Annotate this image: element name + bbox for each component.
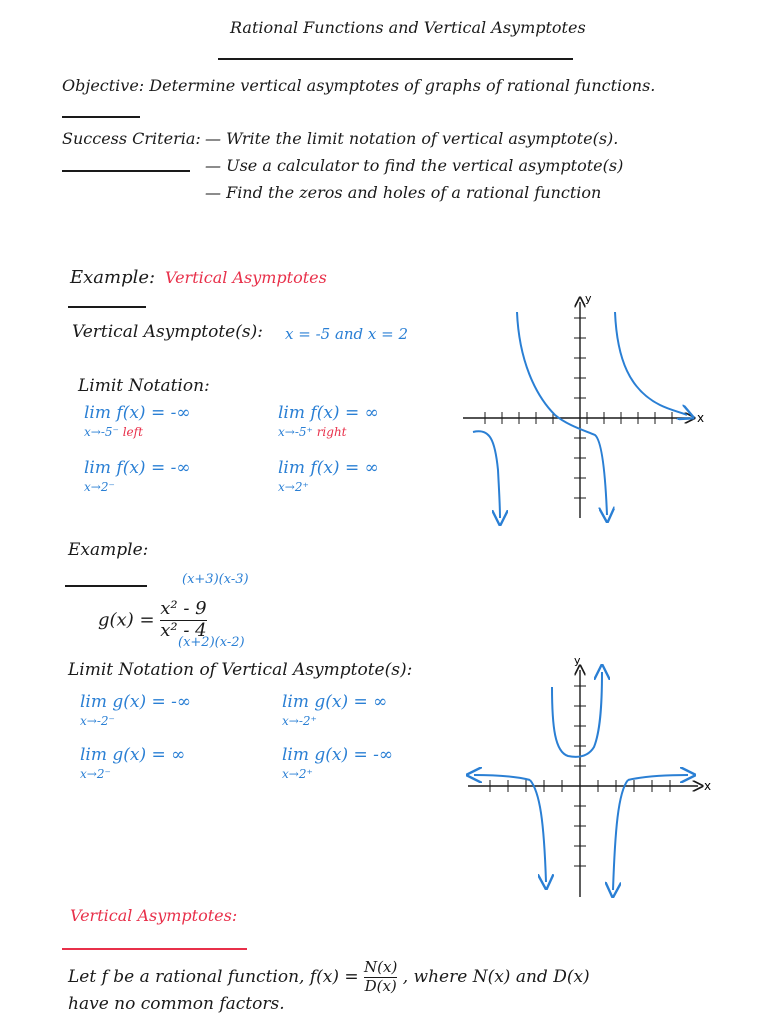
example1-subheading: Vertical Asymptotes [165, 268, 327, 287]
ex2-limit-1: lim g(x) = -∞ x→-2⁻ [80, 692, 192, 728]
va-value: x = -5 and x = 2 [285, 325, 409, 343]
grid-ticks [485, 318, 672, 498]
factored-numerator: (x+3)(x-3) [182, 572, 249, 587]
definition-condition: , where N(x) and D(x) [402, 966, 590, 987]
title-underline [218, 58, 573, 60]
example2-graph [460, 652, 720, 902]
definition-fraction: $\frac{N(x)}{D(x)}$ [364, 958, 398, 995]
ex2-limit-4: lim g(x) = -∞ x→2⁺ [282, 745, 394, 781]
x-axis-label: x [697, 411, 705, 425]
ex1-limit-4: lim f(x) = ∞ x→2⁺ [278, 458, 379, 494]
va-label: Vertical Asymptote(s): [72, 322, 263, 342]
objective-underline [62, 116, 140, 118]
criteria-item-1: — Write the limit notation of vertical asymptote(s). [205, 129, 619, 148]
definition-line1 [68, 960, 590, 995]
ex2-limit-2: lim g(x) = ∞ x→-2⁺ [282, 692, 388, 728]
limit-notation-label: Limit Notation: [78, 376, 210, 396]
criteria-item-3: — Find the zeros and holes of a rational function [205, 183, 602, 202]
ex1-limit-2: lim f(x) = ∞ x→-5⁺ right [278, 403, 379, 439]
definition-underline [62, 948, 247, 950]
example1-heading: Example: [70, 267, 156, 288]
example1-graph [455, 290, 715, 530]
ex1-limit-3: lim f(x) = -∞ x→2⁻ [84, 458, 191, 494]
definition-fx: f(x) = [309, 966, 359, 987]
definition-line2: have no common factors. [68, 994, 285, 1014]
example2-limit-label: Limit Notation of Vertical Asymptote(s): [68, 660, 413, 680]
y-axis-label: y [585, 292, 592, 305]
definition-heading: Vertical Asymptotes: [70, 906, 238, 925]
page-title: Rational Functions and Vertical Asymptotes [230, 18, 586, 37]
example1-underline [68, 306, 146, 308]
factored-denominator: (x+2)(x-2) [178, 635, 245, 650]
y-axis-label: y [574, 654, 581, 667]
criteria-item-2: — Use a calculator to find the vertical asymptote(s) [205, 156, 624, 175]
success-criteria-label: Success Criteria: [62, 129, 201, 148]
definition-intro: Let f be a rational function, [68, 966, 305, 987]
example2-heading: Example: [68, 540, 149, 560]
objective-text: Objective: Determine vertical asymptotes of graphs of rational functions. [62, 76, 656, 95]
ex1-limit-1: lim f(x) = -∞ x→-5⁻ left [84, 403, 191, 439]
function-fraction: $\frac{\text{x² - 9}}{\text{x² - 4}}$ [160, 598, 207, 641]
success-criteria-underline [62, 170, 190, 172]
ex2-limit-3: lim g(x) = ∞ x→2⁻ [80, 745, 186, 781]
x-axis-label: x [704, 779, 712, 793]
function-lhs: g(x) = [98, 609, 155, 631]
curve-branches [474, 672, 688, 890]
example2-underline [65, 585, 147, 587]
